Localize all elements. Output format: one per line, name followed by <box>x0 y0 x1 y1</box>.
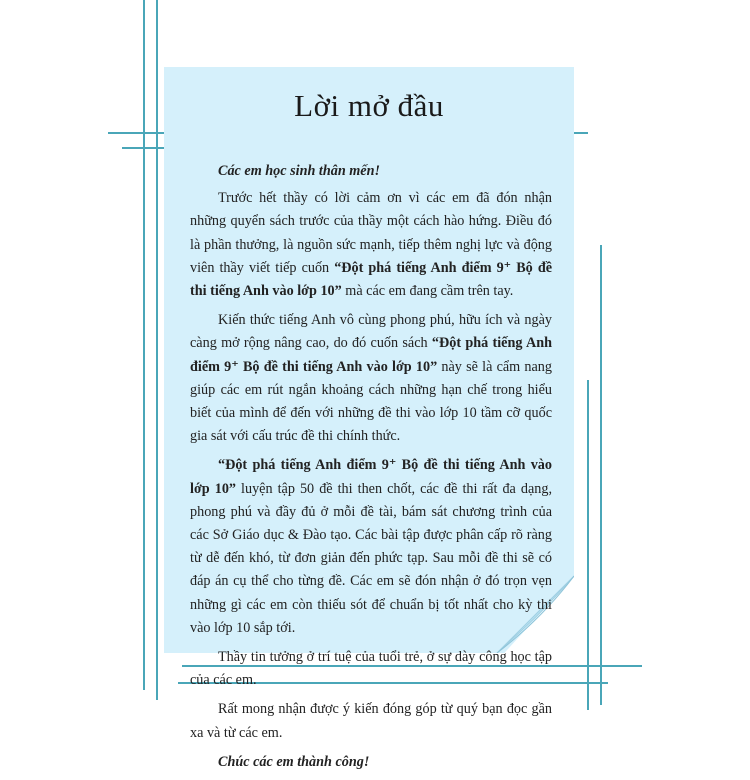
paragraph-4: Thầy tin tưởng ở trí tuệ của tuổi trẻ, ở sự dày công học tập của các em. <box>190 649 552 689</box>
vertical-line-left-1 <box>143 0 145 690</box>
vertical-line-right-1 <box>600 245 602 705</box>
paragraph-1: Trước hết thầy có lời cảm ơn vì các em đã đón nhận những quyển sách trước của thầy một cách hào hứng. Điều đó là phần thưởng, là nguồn sức mạnh, tiếp thêm nghị lực và động viên thầy viết tiếp cuốn “Đột phá tiếng Anh điểm 9⁺ Bộ đề thi tiếng Anh vào lớp 10” mà các em đang cầm trên tay. <box>190 190 553 300</box>
paragraph-3: “Đột phá tiếng Anh điểm 9⁺ Bộ đề thi tiếng Anh vào lớp 10” luyện tập 50 đề thi then chốt, các đề thi rất đa dạng, phong phú và đầy đủ ở mỗi đề tài, bám sát chương trình của các Sở Giáo dục & Đào tạo. Các bài tập được phân cấp rõ ràng từ dễ đến khó, từ đơn giản đến phức tạp. Sau mỗi đề thi sẽ có đáp án cụ thể cho từng đề. Các em sẽ đón nhận ở đó trọn vẹn những gì các em còn thiếu sót để chuẩn bị tốt nhất cho kỳ thi vào lớp 10 sắp tới. <box>190 457 552 636</box>
vertical-line-right-2 <box>587 380 589 710</box>
vertical-line-left-2 <box>156 0 158 700</box>
book-title-3: “Đột phá tiếng Anh điểm 9⁺ Bộ đề thi tiếng Anh vào lớp 10” <box>190 457 552 497</box>
paragraph-2: Kiến thức tiếng Anh vô cùng phong phú, hữu ích và ngày càng mở rộng nâng cao, do đó cuốn sách “Đột phá tiếng Anh điểm 9⁺ Bộ đề thi tiếng Anh vào lớp 10” này sẽ là cẩm nang giúp các em rút ngắn khoảng cách những hạn chế trong hiểu biết của mình để đến với những đề thi vào lớp 10 tầm cỡ quốc gia sát với cấu trúc đề thi chính thức. <box>190 312 552 445</box>
closing: Chúc các em thành công! <box>218 753 370 770</box>
paragraph-5: Rất mong nhận được ý kiến đóng góp từ quý bạn đọc gần xa và từ các em. <box>190 701 552 741</box>
greeting: Các em học sinh thân mến! <box>218 163 381 179</box>
book-title-2: “Đột phá tiếng Anh điểm 9⁺ Bộ đề thi tiếng Anh vào lớp 10” <box>190 335 552 375</box>
page-title: Lời mở đầu <box>294 88 444 123</box>
book-title-1: “Đột phá tiếng Anh điểm 9⁺ Bộ đề thi tiếng Anh vào lớp 10” <box>190 259 553 300</box>
preface-body <box>190 160 552 780</box>
